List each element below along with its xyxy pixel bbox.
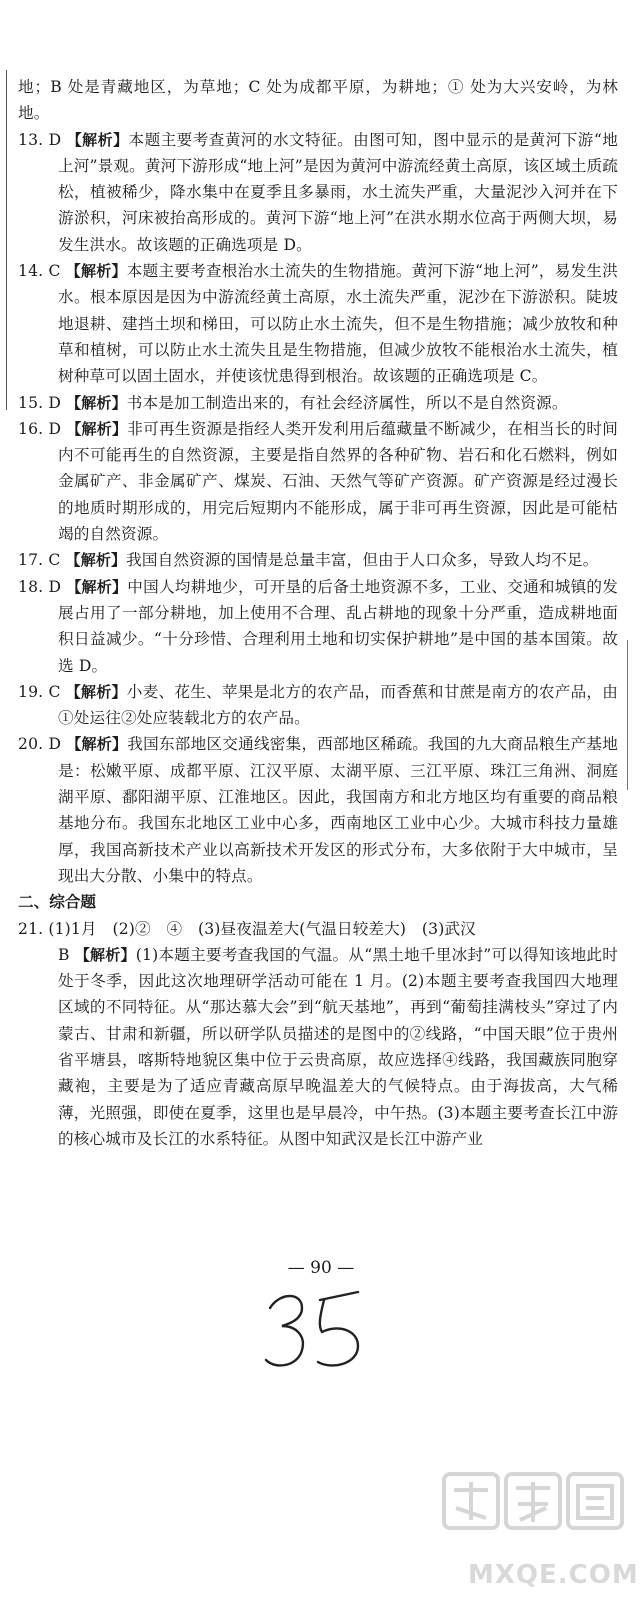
analysis-label: 【解析】	[66, 419, 128, 438]
answer-text-body	[18, 74, 618, 1152]
answer-18	[18, 574, 618, 679]
answer-text: (1)本题主要考查我国的气温。从“黑土地千里冰封”可以得知该地此时处于冬季，因此这次地理研学活动可能在 1 月。(2)本题主要考查我国四大地理区域的不同特征。从“那达慕大会”到“航天基地”，再到“葡萄挂满枝头”穿过了内蒙古、甘肃和新疆，所以研学队员描述的是图中的②线路，“中国天眼”位于贵州省平塘县，喀斯特地貌区集中位于云贵高原，故应选择④线路，我国藏族同胞穿藏袍，主要是为了适应青藏高原早晚温差大的气候特点。由于海拔高，大气稀薄，光照强，即使在夏季，这里也是早晨冷，中午热。(3)本题主要考查长江中游的核心城市及长江的水系特征。从图中知武汉是长江中游产业	[58, 945, 618, 1148]
analysis-label: 【解析】	[65, 682, 127, 701]
answer-number: 14. C	[18, 262, 61, 281]
answer-16	[18, 416, 618, 547]
analysis-label: 【解析】	[65, 551, 127, 570]
answer-21-analysis	[18, 942, 618, 1152]
analysis-label: 【解析】	[65, 262, 127, 281]
analysis-label: 【解析】	[74, 945, 136, 964]
answer-number: 20. D	[18, 735, 62, 754]
answer-21-values: (1)1月 (2)② ④ (3)昼夜温差大(气温日较差大) (3)武汉	[48, 919, 476, 938]
answer-number: 18. D	[18, 577, 62, 596]
answer-number: 21.	[18, 919, 44, 938]
answer-number: 15. D	[18, 393, 62, 412]
analysis-label: 【解析】	[66, 577, 128, 596]
answer-17	[18, 547, 618, 573]
paragraph-continuation: 地；B 处是青藏地区，为草地；C 处为成都平原，为耕地；① 处为大兴安岭，为林地。	[18, 78, 618, 123]
answer-number: 13. D	[18, 130, 62, 149]
answer-number: 16. D	[18, 419, 62, 438]
answer-15	[18, 390, 618, 416]
answer-21-answers	[18, 916, 618, 942]
answer-text: 本题主要考查黄河的水文特征。由图可知，图中显示的是黄河下游“地上河”景观。黄河下游形成“地上河”是因为黄河中游流经黄土高原，该区域土质疏松，植被稀少，降水集中在夏季且多暴雨，水土流失严重，大量泥沙入河并在下游淤积，河床被抬高形成的。黄河下游“地上河”在洪水期水位高于两侧大坝，易发生洪水。故该题的正确选项是 D。	[58, 130, 619, 254]
answer-text: 本题主要考查根治水土流失的生物措施。黄河下游“地上河”，易发生洪水。根本原因是因为中游流经黄土高原，水土流失严重，泥沙在下游淤积。陡坡地退耕、建挡土坝和梯田，可以防止水土流失，但不是生物措施；减少放牧和种草和植树，可以防止水土流失且是生物措施，但减少放牧不能根治水土流失，植树种草可以固土固水，并使该忧患得到根治。故该题的正确选项是 C。	[58, 262, 619, 386]
analysis-label: 【解析】	[66, 393, 127, 412]
analysis-label: 【解析】	[66, 130, 129, 149]
answer-text: 我国东部地区交通线密集，西部地区稀疏。我国的九大商品粮生产基地是：松嫩平原、成都平原、江汉平原、太湖平原、三江平原、珠江三角洲、洞庭湖平原、鄱阳湖平原、江淮地区。因此，我国南方和北方地区均有重要的商品粮基地分布。我国东北地区工业中心多，西南地区工业中心少。大城市科技力量雄厚，我国高新技术产业以高新技术开发区的形式分布，大多依附于大中城市，呈现出大分散、小集中的特点。	[58, 735, 619, 885]
answer-text: 我国自然资源的国情是总量丰富，但由于人口众多，导致人均不足。	[126, 551, 599, 570]
answer-text: 小麦、花生、苹果是北方的农产品，而香蕉和甘蔗是南方的农产品，由①处运往②处应装载北方的农产品。	[58, 682, 619, 728]
answer-text: 书本是加工制造出来的，有社会经济属性，所以不是自然资源。	[126, 393, 568, 412]
answer-text: 非可再生资源是指经人类开发利用后蕴藏量不断减少，在相当长的时间内不可能再生的自然资源，主要是指自然界的各种矿物、岩石和化石燃料，例如金属矿产、非金属矿产、煤炭、石油、天然气等矿产资源。矿产资源是经过漫长的地质时期形成的，用完后短期内不能形成，属于非可再生资源，因此是可能枯竭的自然资源。	[58, 419, 619, 544]
answer-13	[18, 127, 618, 258]
answer-number: 17. C	[18, 551, 61, 570]
analysis-label: 【解析】	[66, 735, 128, 754]
answer-14	[18, 258, 618, 389]
section-title: 二、综合题	[18, 893, 96, 912]
watermark-url: MXQE.COM	[468, 1560, 639, 1590]
answer-21-lead: B	[58, 945, 70, 964]
left-margin-rule	[6, 70, 7, 410]
page-number: — 90 —	[287, 1258, 355, 1278]
answer-19	[18, 679, 618, 732]
answer-text: 中国人均耕地少，可开垦的后备土地资源不多，工业、交通和城镇的发展占用了一部分耕地，加上使用不合理、乱占耕地的现象十分严重，造成耕地面积日益减少。“十分珍惜、合理利用土地和切实保护耕地”是中国的基本国策。故选 D。	[58, 577, 619, 675]
answer-number: 19. C	[18, 682, 61, 701]
right-margin-rule	[627, 640, 628, 790]
answer-20	[18, 731, 618, 889]
handwritten-page-mark	[262, 1278, 382, 1378]
